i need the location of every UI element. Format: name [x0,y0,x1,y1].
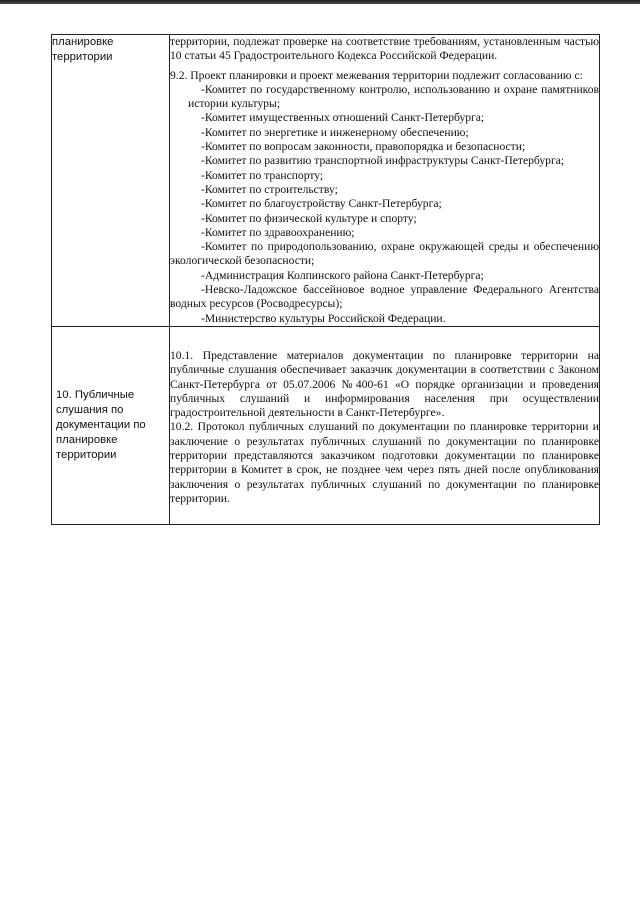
row-content-cell [170,35,600,327]
agency-item: -Комитет по благоустройству Санкт-Петербурга; [201,197,442,211]
agency-item: -Комитет по физической культуре и спорту; [201,211,417,225]
row-content-cell [170,326,600,524]
agency-item: -Невско-Ладожское бассейновое водное управление Федерального Агентства водных ресурсов (Росводресурсы); [170,283,599,311]
paragraph-9-2-heading: 9.2. Проект планировки и проект межевания территории подлежит согласованию с: [170,68,583,82]
agency-item: -Комитет имущественных отношений Санкт-Петербурга; [201,111,485,125]
agency-item: -Комитет по здравоохранению; [201,225,355,239]
table-row-planning [52,35,600,327]
paragraph-10-1: 10.1. Представление материалов документации по планировке территории на публичные слушания обеспечивает заказчик документации в соответствии с Законом Санкт-Петербурга от 05.07.2006 №400-61 «О порядке организации и проведения публичных слушаний и информирования населения при осуществлении градостроительной деятельности в Санкт-Петербурге». [170,348,599,420]
agency-item: -Комитет по государственному контролю, использованию и охране памятников истории культуры; [188,82,599,111]
requirements-table [51,34,600,525]
agency-item: -Комитет по вопросам законности, правопорядка и безопасности; [201,140,526,154]
row-label: планировке территории [52,36,114,63]
paragraph-9-1-tail: территории, подлежат проверке на соответствие требованиям, установленным частью 10 статьи 45 Градостроительного Кодекса Российской Федерации. [170,35,599,63]
row-label: 10. Публичные слушания по документации по планировке территории [56,389,146,462]
row-label-cell [52,326,170,524]
agency-item: -Комитет по транспорту; [201,168,324,182]
scan-top-edge [0,0,640,4]
table-row-public-hearings [52,326,600,524]
agency-item: -Комитет по развитию транспортной инфраструктуры Санкт-Петербурга; [201,154,565,168]
paragraph-10-2: 10.2. Протокол публичных слушаний по документации по планировке территории и заключение о результатах публичных слушаний по документации по планировке территории представляются заказчиком подготовки документации по планировке территории в Комитет в срок, не позднее чем через пять дней после опубликования заключения о результатах публичных слушаний по документации по планировке территории. [170,420,599,505]
agency-item: -Комитет по строительству; [201,182,338,196]
agency-item: -Министерство культуры Российской Федерации. [201,311,446,325]
agency-item: -Комитет по природопользованию, охране окружающей среды и обеспечению экологической безопасности; [170,240,599,268]
agency-item: -Комитет по энергетике и инженерному обеспечению; [201,125,469,139]
row-label-cell [52,35,170,327]
agency-item: -Администрация Колпинского района Санкт-Петербурга; [201,268,484,282]
